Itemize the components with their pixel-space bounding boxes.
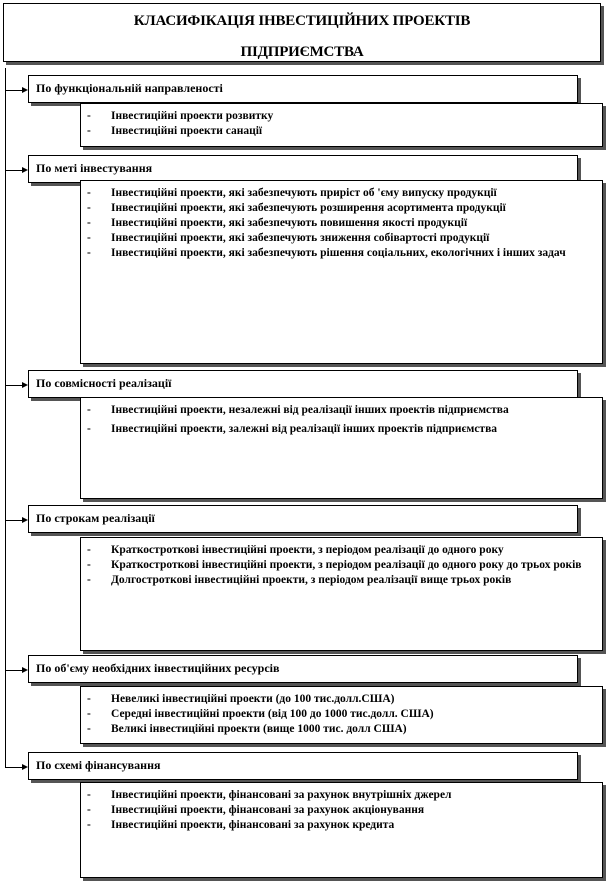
title-line-1: КЛАСИФІКАЦІЯ ІНВЕСТИЦІЙНИХ ПРОЕКТІВ	[133, 13, 471, 29]
list-item: - Інвестиційні проекти, залежні від реалізації інших проектів підприємства	[87, 423, 498, 435]
list-item: - Інвестиційні проекти, які забезпечують зниження собівартості продукції	[87, 232, 490, 244]
category-label: По совмісності реалізації	[36, 376, 172, 390]
list-item: - Інвестиційні проекти, фінансовані за рахунок внутрішніх джерел	[87, 789, 452, 801]
category-box-financing	[28, 752, 578, 780]
category-box-functional	[28, 75, 578, 103]
list-item: - Краткостроткові інвестиційні проекти, з періодом реалізації до одного року до трьох років	[87, 559, 582, 571]
items-box-functional	[80, 103, 603, 147]
items-box-timeline	[80, 537, 603, 651]
category-label: По меті інвестування	[36, 161, 153, 175]
list-item: - Великі інвестиційні проекти (вище 1000 тис. долл США)	[87, 723, 407, 735]
list-item: - Невеликі інвестиційні проекти (до 100 тис.долл.США)	[87, 693, 395, 705]
diagram-title	[3, 3, 601, 62]
category-box-timeline	[28, 505, 578, 533]
list-item: - Інвестиційні проекти, які забезпечують приріст об 'єму випуску продукції	[87, 187, 497, 199]
list-item: - Інвестиційні проекти, які забезпечують рішення соціальних, екологічних і інших задач	[87, 247, 566, 259]
category-label: По строкам реалізації	[36, 511, 155, 525]
items-box-purpose	[80, 180, 603, 364]
list-item: - Інвестиційні проекти, які забезпечують повишення якості продукції	[87, 217, 468, 229]
items-box-compatibility	[80, 397, 603, 499]
list-item: - Краткостроткові інвестиційні проекти, з періодом реалізації до одного року	[87, 544, 504, 556]
list-item: - Інвестиційні проекти санації	[87, 125, 263, 137]
category-box-compatibility	[28, 370, 578, 398]
title-line-2: ПІДПРИЄМСТВА	[240, 44, 364, 60]
list-item: - Середні інвестиційні проекти (від 100 до 1000 тис.долл. США)	[87, 708, 434, 720]
connector-spine	[5, 68, 6, 768]
category-label: По схемі фінансування	[36, 758, 161, 772]
category-label: По об'єму необхідних інвестиційних ресурсів	[36, 661, 280, 675]
items-box-volume	[80, 686, 603, 744]
list-item: - Інвестиційні проекти, фінансовані за рахунок кредита	[87, 819, 395, 831]
list-item: - Інвестиційні проекти, незалежні від реалізації інших проектів підприємства	[87, 404, 509, 416]
list-item: - Долгостроткові інвестиційні проекти, з періодом реалізації вище трьох років	[87, 574, 512, 586]
list-item: - Інвестиційні проекти, які забезпечують розширення асортимента продукції	[87, 202, 506, 214]
category-label: По функціональній направленості	[36, 81, 223, 95]
items-box-financing	[80, 782, 603, 878]
list-item: - Інвестиційні проекти, фінансовані за рахунок акціонування	[87, 804, 425, 816]
category-box-volume	[28, 655, 578, 683]
list-item: - Інвестиційні проекти розвитку	[87, 110, 274, 122]
category-box-purpose	[28, 155, 578, 183]
